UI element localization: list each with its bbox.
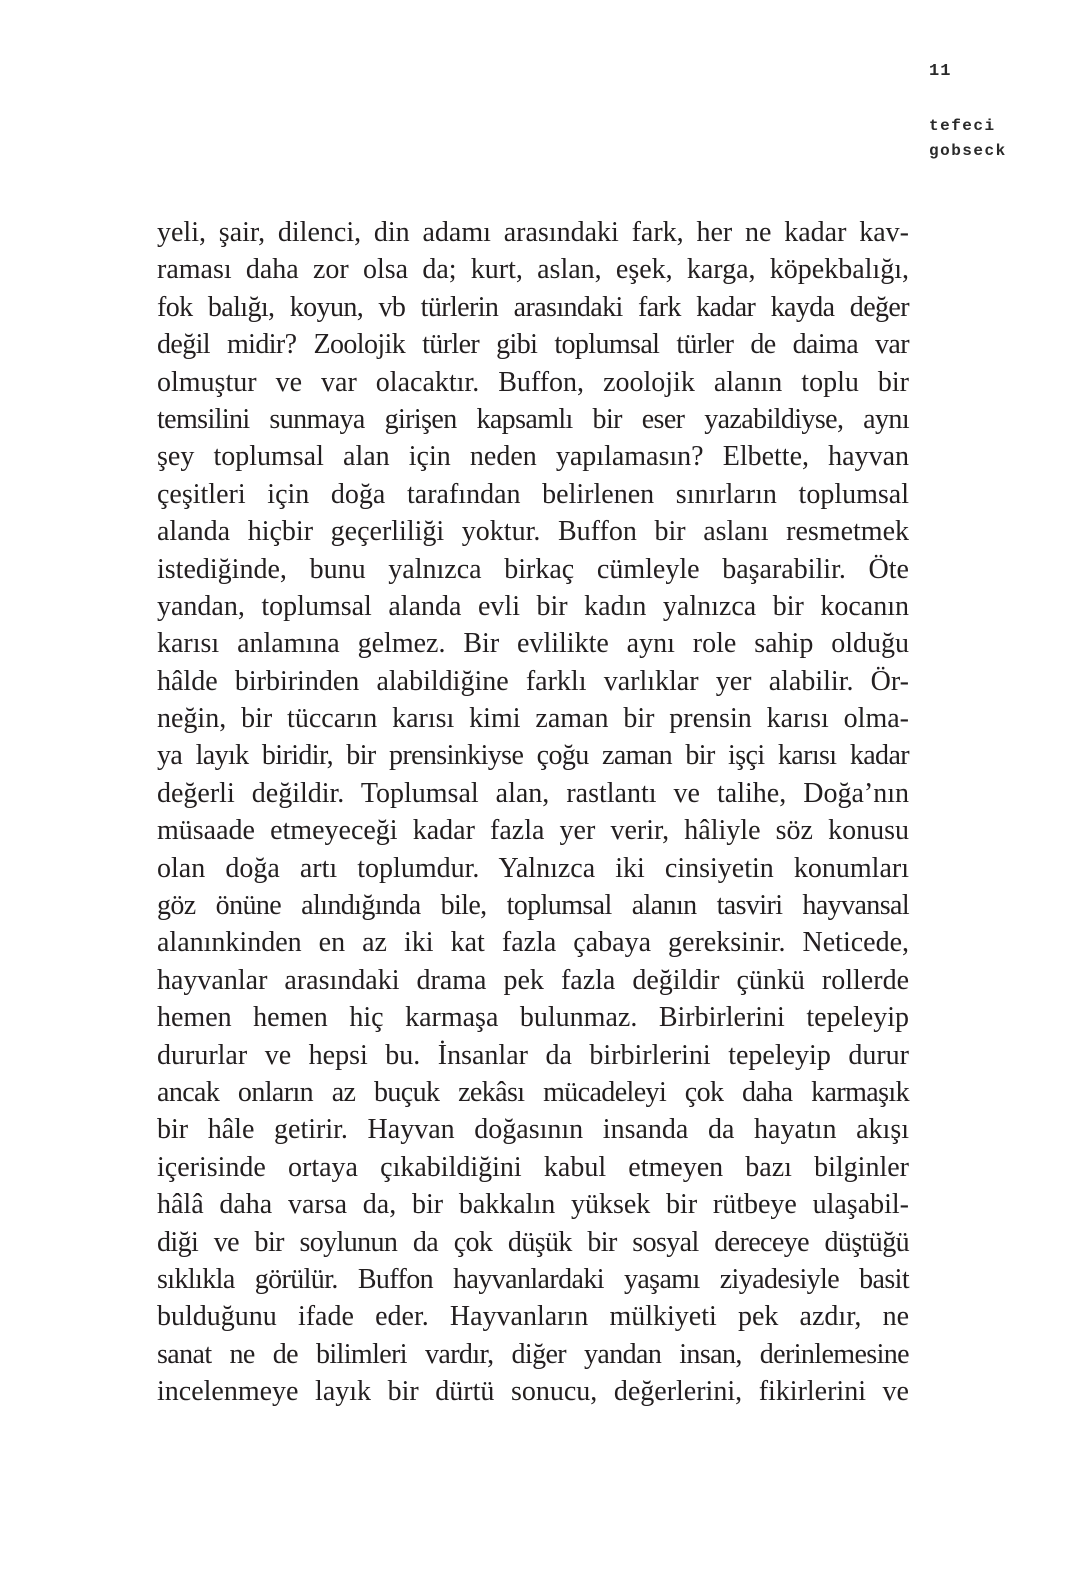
text-line: incelenmeye layık bir dürtü sonucu, değerlerini, fikirlerini ve	[157, 1376, 909, 1408]
text-line: diği ve bir soylunun da çok düşük bir sosyal dereceye düştüğü	[157, 1226, 909, 1258]
text-line: göz önüne alındığında bile, toplumsal alanın tasviri hayvansal	[157, 890, 909, 922]
text-line: bir hâle getirir. Hayvan doğasının insanda da hayatın akışı	[157, 1114, 909, 1146]
text-line: değil midir? Zoolojik türler gibi toplumsal türler de daima var	[157, 329, 909, 361]
text-line: dururlar ve hepsi bu. İnsanlar da birbirlerini tepeleyip durur	[157, 1039, 909, 1071]
text-line: olan doğa artı toplumdur. Yalnızca iki cinsiyetin konumları	[157, 852, 909, 884]
text-line: istediğinde, bunu yalnızca birkaç cümleyle başarabilir. Öte	[157, 553, 909, 585]
text-line: ancak onların az buçuk zekâsı mücadeleyi çok daha karmaşık	[157, 1076, 909, 1108]
running-header-line: gobseck	[929, 142, 1007, 160]
text-line: müsaade etmeyeceği kadar fazla yer verir, hâliyle söz konusu	[157, 815, 909, 847]
text-line: sanat ne de bilimleri vardır, diğer yandan insan, derinlemesine	[157, 1338, 909, 1370]
running-header	[929, 114, 1007, 164]
text-line: olmuştur ve var olacaktır. Buffon, zoolojik alanın toplu bir	[157, 366, 909, 398]
text-line: değerli değildir. Toplumsal alan, rastlantı ve talihe, Doğa’nın	[157, 777, 909, 809]
text-line: alanda hiçbir geçerliliği yoktur. Buffon bir aslanı resmetmek	[157, 516, 909, 548]
running-header-line: tefeci	[929, 117, 996, 135]
text-line: ya layık biridir, bir prensinkiyse çoğu zaman bir işçi karısı kadar	[157, 740, 909, 772]
text-line: içerisinde ortaya çıkabildiğini kabul etmeyen bazı bilginler	[157, 1151, 909, 1183]
text-line: neğin, bir tüccarın karısı kimi zaman bir prensin karısı olma-	[157, 703, 909, 735]
text-line: hemen hemen hiç karmaşa bulunmaz. Birbirlerini tepeleyip	[157, 1002, 909, 1034]
text-line: hâlde birbirinden alabildiğine farklı varlıklar yer alabilir. Ör-	[157, 665, 909, 697]
text-line: hayvanlar arasındaki drama pek fazla değildir çünkü rollerde	[157, 964, 909, 996]
text-line: yandan, toplumsal alanda evli bir kadın yalnızca bir kocanın	[157, 590, 909, 622]
text-line: şey toplumsal alan için neden yapılamasın? Elbette, hayvan	[157, 441, 909, 473]
text-line: raması daha zor olsa da; kurt, aslan, eşek, karga, köpekbalığı,	[157, 254, 909, 286]
text-line: fok balığı, koyun, vb türlerin arasındaki fark kadar kayda değer	[157, 291, 909, 323]
text-line: çeşitleri için doğa tarafından belirlenen sınırların toplumsal	[157, 478, 909, 510]
text-line: sıklıkla görülür. Buffon hayvanlardaki yaşamı ziyadesiyle basit	[157, 1263, 909, 1295]
page-number: 11	[929, 62, 952, 81]
text-line: bulduğunu ifade eder. Hayvanların mülkiyeti pek azdır, ne	[157, 1301, 909, 1333]
body-text	[157, 214, 909, 1411]
text-line: karısı anlamına gelmez. Bir evlilikte aynı role sahip olduğu	[157, 628, 909, 660]
text-line: yeli, şair, dilenci, din adamı arasındaki fark, her ne kadar kav-	[157, 217, 909, 248]
text-line: alanınkinden en az iki kat fazla çabaya gereksinir. Neticede,	[157, 927, 909, 959]
text-line: temsilini sunmaya girişen kapsamlı bir eser yazabildiyse, aynı	[157, 403, 909, 435]
text-line: hâlâ daha varsa da, bir bakkalın yüksek bir rütbeye ulaşabil-	[157, 1189, 909, 1221]
